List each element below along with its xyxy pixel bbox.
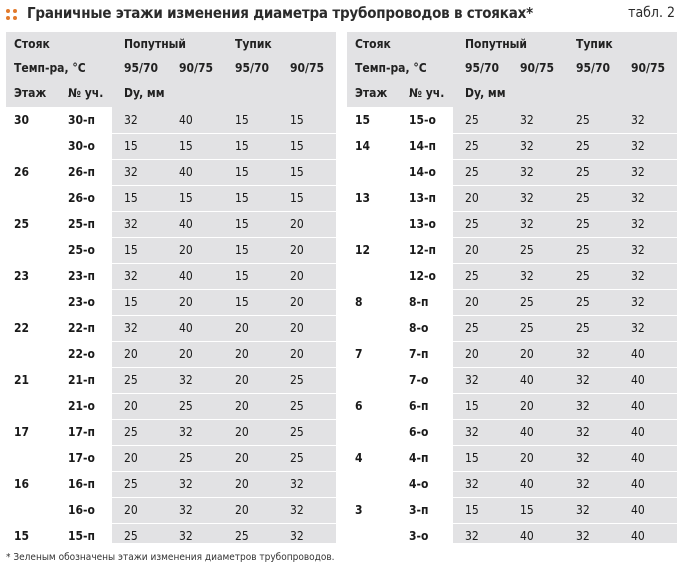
header-temp: Темп-ра, °С [355,61,427,75]
cell-d3: 20 [235,451,249,465]
cell-d3: 25 [576,269,590,283]
cell-d3: 15 [235,243,249,257]
cell-floor: 16 [14,477,30,491]
header-etazh: Этаж [355,86,388,100]
cell-section: 17-о [68,451,95,465]
cell-d1: 32 [465,529,479,543]
header-row-riser [6,32,336,56]
cell-d3: 15 [235,269,249,283]
cell-d4: 32 [290,477,304,491]
cell-d1: 25 [124,425,138,439]
cell-section: 4-п [409,451,429,465]
cell-d1: 15 [124,191,138,205]
header-row-temp [347,56,677,80]
table-row [347,211,677,237]
table-row [347,237,677,263]
cell-d4: 15 [290,139,304,153]
header-stoyak: Стояк [14,37,50,51]
cell-d2: 40 [179,269,193,283]
cell-d1: 32 [124,165,138,179]
cell-d4: 40 [631,503,645,517]
cell-d1: 25 [124,477,138,491]
left-table-body [6,107,336,543]
cell-section: 21-п [68,373,95,387]
cell-d2: 32 [179,529,193,543]
cell-d3: 25 [576,165,590,179]
header-row-floor [347,80,677,107]
cell-d2: 20 [179,243,193,257]
cell-d1: 20 [465,295,479,309]
table-row [347,315,677,341]
table-row [347,367,677,393]
cell-d1: 25 [124,373,138,387]
header-t4: 90/75 [290,61,324,75]
cell-section: 26-о [68,191,95,205]
cell-section: 8-п [409,295,429,309]
cell-section: 22-о [68,347,95,361]
cell-d3: 15 [235,191,249,205]
table-row [6,315,336,341]
cell-floor: 23 [14,269,30,283]
cell-d1: 32 [124,113,138,127]
cell-d2: 15 [179,139,193,153]
cell-section: 14-о [409,165,436,179]
cell-section: 12-о [409,269,436,283]
cell-d4: 40 [631,529,645,543]
table-row [347,185,677,211]
cell-section: 8-о [409,321,429,335]
cell-floor: 4 [355,451,363,465]
header-row-temp [6,56,336,80]
cell-section: 30-п [68,113,95,127]
cell-section: 6-о [409,425,429,439]
cell-d1: 32 [465,425,479,439]
cell-section: 25-п [68,217,95,231]
header-nuch: № уч. [409,86,445,100]
cell-d2: 40 [179,113,193,127]
cell-d4: 40 [631,347,645,361]
cell-d4: 32 [631,321,645,335]
cell-d4: 40 [631,425,645,439]
cell-section: 14-п [409,139,436,153]
cell-d2: 32 [179,503,193,517]
cell-d1: 15 [465,451,479,465]
cell-d2: 32 [179,373,193,387]
cell-d3: 15 [235,113,249,127]
cell-d2: 25 [179,451,193,465]
header-t2: 90/75 [520,61,554,75]
cell-d4: 32 [631,269,645,283]
header-t1: 95/70 [124,61,158,75]
cell-section: 22-п [68,321,95,335]
cell-section: 30-о [68,139,95,153]
cell-d3: 32 [576,399,590,413]
cell-d4: 32 [631,295,645,309]
table-row [6,185,336,211]
cell-d2: 40 [520,373,534,387]
table-row [6,445,336,471]
cell-d1: 20 [465,191,479,205]
table-row [6,393,336,419]
cell-d3: 32 [576,503,590,517]
header-t2: 90/75 [179,61,213,75]
cell-d1: 32 [124,321,138,335]
cell-section: 16-о [68,503,95,517]
table-row [347,133,677,159]
footnote: * Зеленым обозначены этажи изменения диаметров трубопроводов. [6,552,335,563]
cell-d3: 32 [576,347,590,361]
cell-d3: 20 [235,321,249,335]
cell-d4: 32 [290,503,304,517]
cell-d4: 32 [290,529,304,543]
cell-section: 3-о [409,529,429,543]
cell-d1: 32 [124,269,138,283]
cell-d2: 32 [520,217,534,231]
table-row [6,497,336,523]
table-row [347,159,677,185]
cell-floor: 17 [14,425,30,439]
cell-d2: 20 [179,347,193,361]
cell-d1: 20 [124,451,138,465]
table-row [6,237,336,263]
cell-d1: 15 [124,139,138,153]
table-row [6,367,336,393]
cell-floor: 3 [355,503,363,517]
cell-d3: 32 [576,451,590,465]
cell-d4: 20 [290,321,304,335]
bullet-dots-icon [6,9,18,21]
cell-section: 25-о [68,243,95,257]
cell-d1: 20 [124,347,138,361]
header-stoyak: Стояк [355,37,391,51]
table-row [347,497,677,523]
header-t4: 90/75 [631,61,665,75]
cell-d4: 32 [631,217,645,231]
cell-d2: 32 [179,425,193,439]
cell-d4: 20 [290,243,304,257]
cell-d2: 32 [179,477,193,491]
header-t3: 95/70 [235,61,269,75]
cell-d4: 25 [290,425,304,439]
cell-d1: 25 [124,529,138,543]
cell-section: 23-о [68,295,95,309]
header-row-riser [347,32,677,56]
table-row [347,419,677,445]
cell-d4: 40 [631,477,645,491]
cell-floor: 15 [355,113,371,127]
table-row [6,289,336,315]
cell-section: 15-п [68,529,95,543]
table-row [6,263,336,289]
cell-d1: 20 [465,243,479,257]
cell-d4: 15 [290,165,304,179]
cell-section: 13-о [409,217,436,231]
cell-d2: 32 [520,139,534,153]
cell-d1: 20 [124,399,138,413]
cell-section: 3-п [409,503,429,517]
cell-d3: 20 [235,347,249,361]
cell-d1: 25 [465,113,479,127]
cell-d3: 32 [576,529,590,543]
header-tupik: Тупик [576,37,613,51]
cell-d3: 20 [235,503,249,517]
header-t3: 95/70 [576,61,610,75]
cell-d2: 40 [179,217,193,231]
cell-section: 13-п [409,191,436,205]
cell-floor: 12 [355,243,371,257]
cell-d2: 32 [520,165,534,179]
cell-d3: 32 [576,373,590,387]
cell-d2: 40 [520,425,534,439]
right-table [347,32,677,543]
header-etazh: Этаж [14,86,47,100]
right-table-body [347,107,677,543]
cell-d4: 25 [290,451,304,465]
cell-d3: 15 [235,217,249,231]
table-row [6,107,336,133]
cell-d4: 32 [631,113,645,127]
cell-d2: 40 [179,165,193,179]
cell-d4: 40 [631,399,645,413]
cell-section: 4-о [409,477,429,491]
cell-section: 21-о [68,399,95,413]
cell-d3: 25 [576,295,590,309]
cell-d1: 25 [465,321,479,335]
cell-section: 12-п [409,243,436,257]
table-row [347,341,677,367]
cell-d4: 25 [290,373,304,387]
header-poputny: Попутный [124,37,186,51]
cell-floor: 7 [355,347,363,361]
cell-d4: 32 [631,165,645,179]
table-row [347,289,677,315]
cell-d2: 20 [179,295,193,309]
cell-d2: 40 [520,529,534,543]
header-dy: Dy, мм [124,86,165,100]
cell-d1: 25 [465,165,479,179]
cell-d3: 32 [576,477,590,491]
table-row [347,263,677,289]
cell-d1: 25 [465,217,479,231]
cell-section: 16-п [68,477,95,491]
cell-d2: 25 [179,399,193,413]
cell-floor: 22 [14,321,30,335]
cell-d1: 15 [124,243,138,257]
cell-d1: 15 [124,295,138,309]
table-row [6,341,336,367]
table-row [6,211,336,237]
table-row [6,471,336,497]
cell-d3: 15 [235,165,249,179]
cell-d3: 20 [235,425,249,439]
cell-d3: 25 [576,243,590,257]
cell-d2: 32 [520,113,534,127]
cell-d3: 25 [576,217,590,231]
cell-floor: 25 [14,217,30,231]
cell-d4: 20 [290,295,304,309]
header-poputny: Попутный [465,37,527,51]
cell-d4: 32 [631,243,645,257]
cell-d4: 32 [631,191,645,205]
cell-d3: 25 [576,139,590,153]
cell-d3: 25 [576,191,590,205]
cell-d3: 15 [235,295,249,309]
cell-floor: 8 [355,295,363,309]
cell-section: 7-п [409,347,429,361]
cell-d2: 15 [179,191,193,205]
cell-floor: 6 [355,399,363,413]
table-title: Граничные этажи изменения диаметра трубопроводов в стояках* [27,4,533,22]
cell-d2: 20 [520,399,534,413]
cell-d1: 20 [465,347,479,361]
cell-d1: 15 [465,399,479,413]
table-row [347,471,677,497]
table-row [347,393,677,419]
header-temp: Темп-ра, °С [14,61,86,75]
cell-d3: 20 [235,373,249,387]
table-row [6,523,336,549]
cell-d4: 40 [631,373,645,387]
table-row [347,107,677,133]
cell-d2: 40 [179,321,193,335]
cell-floor: 26 [14,165,30,179]
cell-d2: 32 [520,269,534,283]
cell-d2: 25 [520,295,534,309]
cell-d3: 15 [235,139,249,153]
cell-d1: 32 [465,477,479,491]
cell-d1: 25 [465,269,479,283]
header-nuch: № уч. [68,86,104,100]
cell-d4: 25 [290,399,304,413]
cell-floor: 13 [355,191,371,205]
cell-d3: 25 [576,321,590,335]
cell-floor: 14 [355,139,371,153]
cell-section: 7-о [409,373,429,387]
cell-section: 17-п [68,425,95,439]
cell-d3: 20 [235,399,249,413]
cell-d1: 32 [465,373,479,387]
cell-d2: 20 [520,451,534,465]
cell-d4: 15 [290,113,304,127]
cell-floor: 15 [14,529,30,543]
cell-d2: 25 [520,321,534,335]
table-row [347,523,677,549]
cell-d3: 20 [235,477,249,491]
cell-d1: 25 [465,139,479,153]
header-row-floor [6,80,336,107]
table-row [6,419,336,445]
cell-d4: 32 [631,139,645,153]
cell-floor: 21 [14,373,30,387]
cell-d4: 15 [290,191,304,205]
cell-d2: 20 [520,347,534,361]
left-table [6,32,336,543]
table-row [6,159,336,185]
cell-d4: 40 [631,451,645,465]
table-header [0,0,681,32]
table-row [6,133,336,159]
cell-d4: 20 [290,269,304,283]
cell-d1: 20 [124,503,138,517]
cell-d1: 32 [124,217,138,231]
cell-d2: 32 [520,191,534,205]
cell-d4: 20 [290,217,304,231]
cell-floor: 30 [14,113,30,127]
cell-section: 15-о [409,113,436,127]
table-number: табл. 2 [628,5,675,21]
cell-section: 23-п [68,269,95,283]
cell-d1: 15 [465,503,479,517]
header-tupik: Тупик [235,37,272,51]
cell-d3: 25 [235,529,249,543]
cell-section: 6-п [409,399,429,413]
table-row [347,445,677,471]
cell-d2: 15 [520,503,534,517]
cell-d4: 20 [290,347,304,361]
cell-d2: 25 [520,243,534,257]
header-dy: Dy, мм [465,86,506,100]
cell-section: 26-п [68,165,95,179]
header-t1: 95/70 [465,61,499,75]
cell-d3: 25 [576,113,590,127]
cell-d2: 40 [520,477,534,491]
cell-d3: 32 [576,425,590,439]
